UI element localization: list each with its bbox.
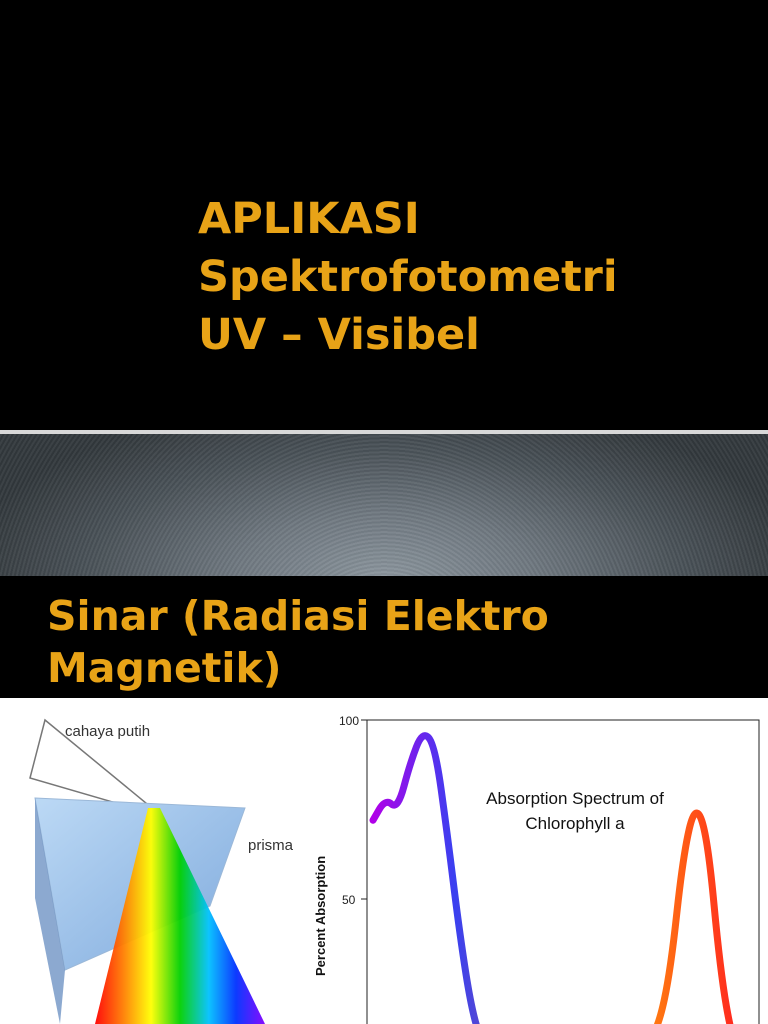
section-title [47, 590, 549, 694]
chart-background [305, 698, 768, 1024]
prism-dispersion-figure [0, 698, 305, 1024]
slide-title-line-2: Spektrofotometri [198, 252, 618, 302]
section-title-line-2: Magnetik) [47, 644, 282, 692]
slide-title-line-3: UV – Visibel [198, 310, 480, 360]
label-white-light: cahaya putih [65, 723, 151, 740]
chart-title-line-1: Absorption Spectrum of [486, 789, 664, 808]
y-tick-label-50: 50 [342, 893, 356, 907]
label-prism: prisma [248, 837, 294, 854]
section-title-line-1: Sinar (Radiasi Elektro [47, 592, 549, 640]
y-axis-label: Percent Absorption [313, 855, 328, 976]
slide-title [198, 190, 618, 364]
chart-title-line-2: Chlorophyll a [525, 814, 625, 833]
decorative-gradient-band [0, 434, 768, 576]
y-tick-label-100: 100 [339, 714, 360, 728]
absorption-spectrum-chart [305, 698, 768, 1024]
slide-title-line-1: APLIKASI [198, 194, 420, 244]
